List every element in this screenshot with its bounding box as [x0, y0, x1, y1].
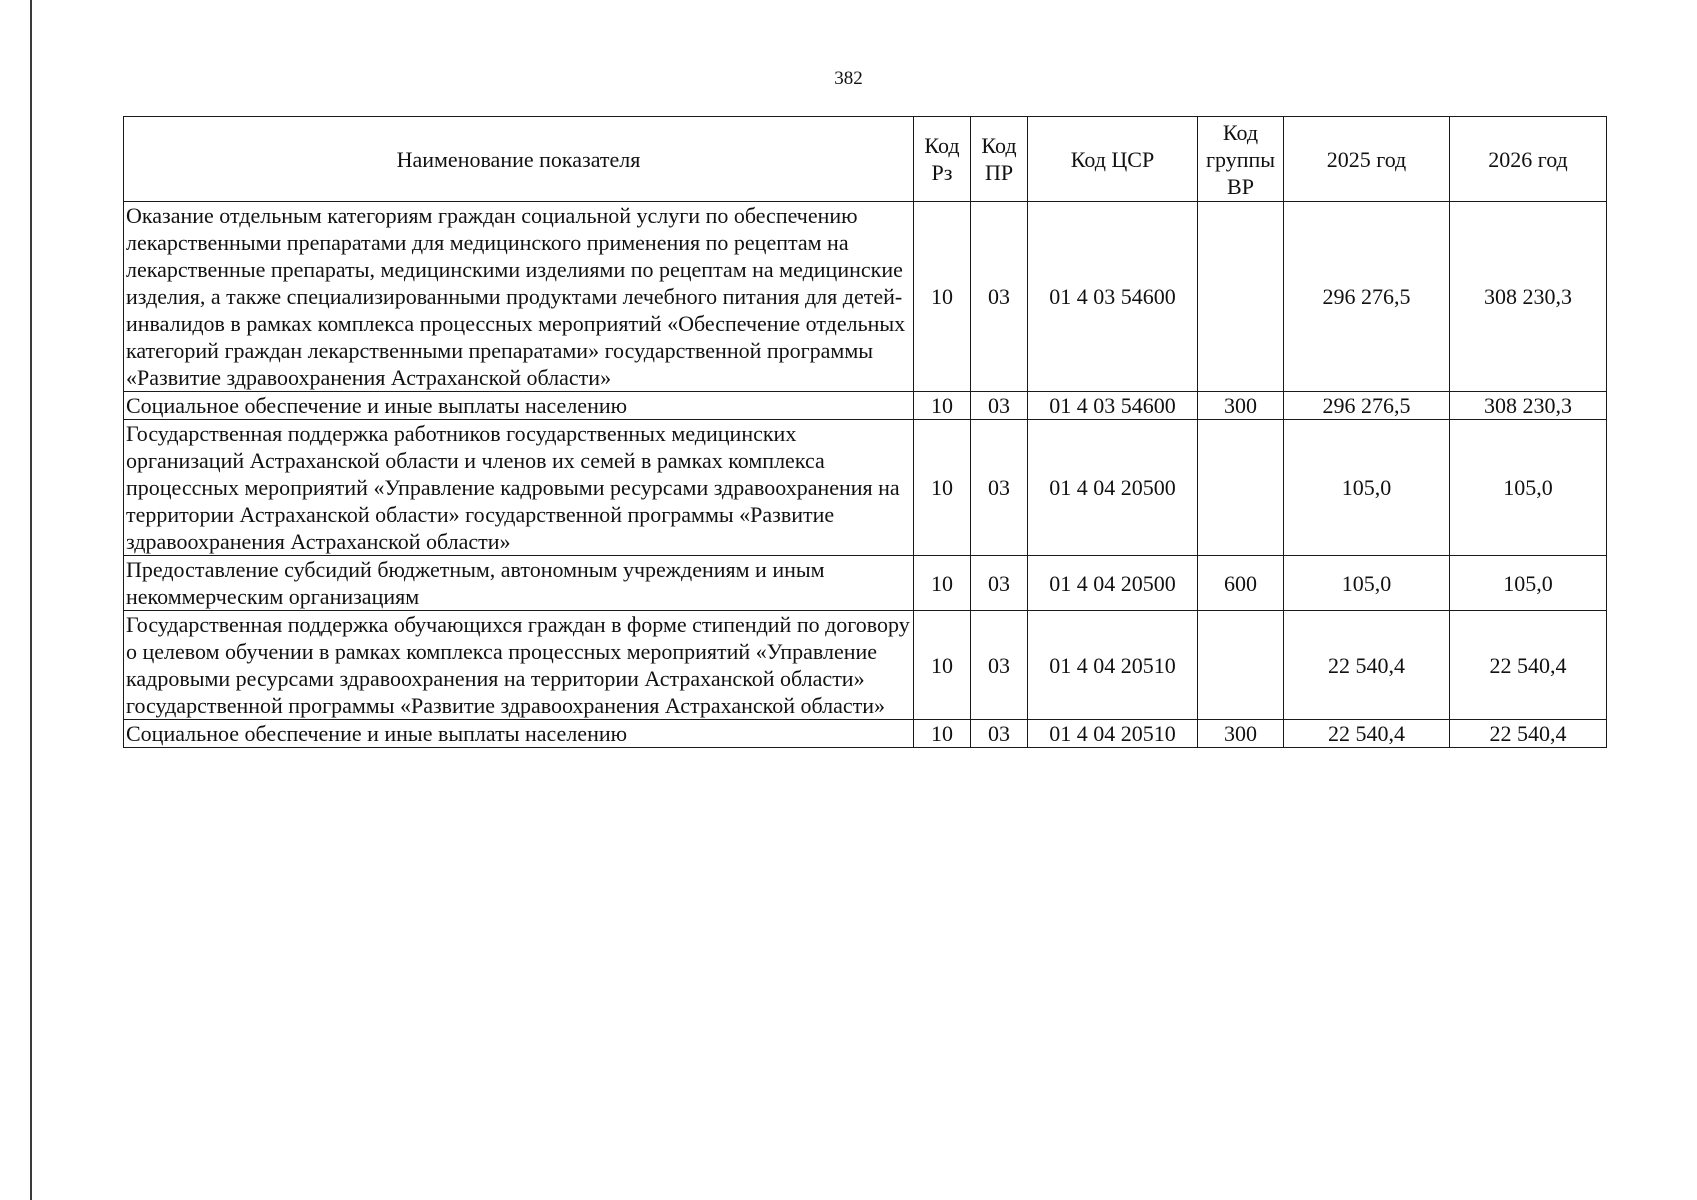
row-csr: 01 4 04 20500: [1028, 556, 1198, 611]
row-2026: 22 540,4: [1450, 611, 1607, 720]
header-rz: Код Рз: [914, 117, 971, 202]
row-name: Государственная поддержка обучающихся граждан в форме стипендий по договору о целевом обучении в рамках комплекса процессных мероприятий «Управление кадровыми ресурсами здравоохранения на территории Астраханской области» государственной программы «Развитие здравоохранения Астраханской области»: [124, 611, 914, 720]
row-pr: 03: [971, 611, 1028, 720]
row-pr: 03: [971, 392, 1028, 420]
table-row: [124, 556, 1607, 611]
scan-edge-line: [30, 0, 32, 1200]
row-vr: 600: [1198, 556, 1284, 611]
row-2026: 105,0: [1450, 556, 1607, 611]
row-vr: [1198, 202, 1284, 392]
row-2026: 308 230,3: [1450, 202, 1607, 392]
table-row: [124, 202, 1607, 392]
table-row: [124, 392, 1607, 420]
row-vr: 300: [1198, 720, 1284, 748]
row-2025: 22 540,4: [1284, 720, 1450, 748]
row-name: Оказание отдельным категориям граждан социальной услуги по обеспечению лекарственными препаратами для медицинского применения по рецептам на лекарственные препараты, медицинскими изделиями по рецептам на медицинские изделия, а также специализированными продуктами лечебного питания для детей-инвалидов в рамках комплекса процессных мероприятий «Обеспечение отдельных категорий граждан лекарственными препаратами» государственной программы «Развитие здравоохранения Астраханской области»: [124, 202, 914, 392]
row-name: Государственная поддержка работников государственных медицинских организаций Астраханской области и членов их семей в рамках комплекса процессных мероприятий «Управление кадровыми ресурсами здравоохранения на территории Астраханской области» государственной программы «Развитие здравоохранения Астраханской области»: [124, 420, 914, 556]
row-vr: 300: [1198, 392, 1284, 420]
header-pr: Код ПР: [971, 117, 1028, 202]
header-csr: Код ЦСР: [1028, 117, 1198, 202]
row-2025: 296 276,5: [1284, 392, 1450, 420]
row-2026: 105,0: [1450, 420, 1607, 556]
table-row: [124, 720, 1607, 748]
row-rz: 10: [914, 556, 971, 611]
header-vr: Код группы ВР: [1198, 117, 1284, 202]
row-name: Социальное обеспечение и иные выплаты населению: [124, 720, 914, 748]
row-2025: 296 276,5: [1284, 202, 1450, 392]
page-number: 382: [834, 68, 863, 89]
row-rz: 10: [914, 720, 971, 748]
budget-table: [123, 116, 1607, 748]
row-csr: 01 4 03 54600: [1028, 392, 1198, 420]
row-pr: 03: [971, 556, 1028, 611]
row-rz: 10: [914, 611, 971, 720]
row-rz: 10: [914, 392, 971, 420]
row-rz: 10: [914, 202, 971, 392]
row-2025: 22 540,4: [1284, 611, 1450, 720]
row-2025: 105,0: [1284, 556, 1450, 611]
row-pr: 03: [971, 202, 1028, 392]
row-name: Социальное обеспечение и иные выплаты населению: [124, 392, 914, 420]
row-pr: 03: [971, 720, 1028, 748]
row-csr: 01 4 04 20510: [1028, 720, 1198, 748]
table-row: [124, 420, 1607, 556]
table-body: [124, 202, 1607, 748]
row-vr: [1198, 611, 1284, 720]
row-name: Предоставление субсидий бюджетным, автономным учреждениям и иным некоммерческим организациям: [124, 556, 914, 611]
table-row: [124, 611, 1607, 720]
row-rz: 10: [914, 420, 971, 556]
row-2026: 22 540,4: [1450, 720, 1607, 748]
row-pr: 03: [971, 420, 1028, 556]
header-name: Наименование показателя: [124, 117, 914, 202]
header-2026: 2026 год: [1450, 117, 1607, 202]
row-2025: 105,0: [1284, 420, 1450, 556]
row-vr: [1198, 420, 1284, 556]
header-row: [124, 117, 1607, 202]
row-csr: 01 4 03 54600: [1028, 202, 1198, 392]
row-csr: 01 4 04 20500: [1028, 420, 1198, 556]
table-header: [124, 117, 1607, 202]
row-csr: 01 4 04 20510: [1028, 611, 1198, 720]
row-2026: 308 230,3: [1450, 392, 1607, 420]
header-2025: 2025 год: [1284, 117, 1450, 202]
